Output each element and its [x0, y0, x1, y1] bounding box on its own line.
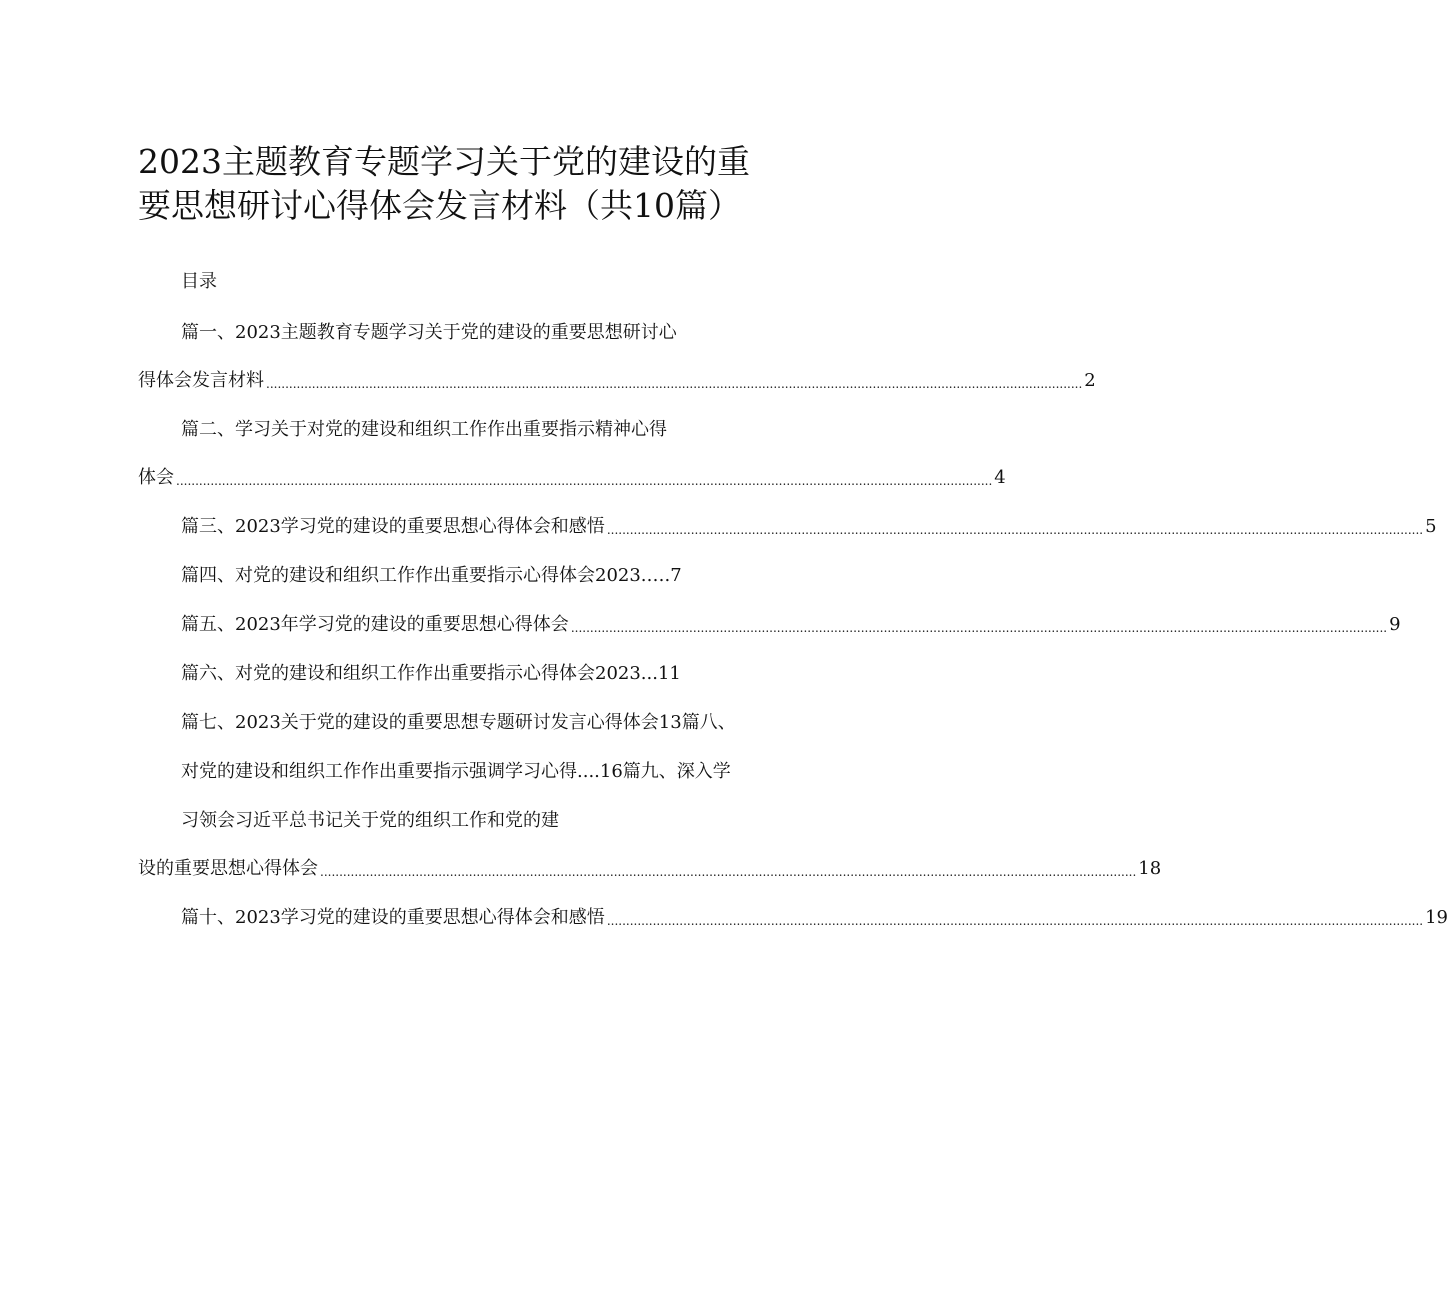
toc-entry-5[interactable] — [181, 613, 1401, 637]
toc-entry-10-text: 篇十、2023学习党的建设的重要思想心得体会和感悟 — [181, 907, 605, 928]
toc-entry-9-page: 18 — [1138, 858, 1162, 879]
toc-entry-9-line-1[interactable]: 习领会习近平总书记关于党的组织工作和党的建 — [181, 810, 559, 831]
title-line-1: 2023主题教育专题学习关于党的建设的重 — [138, 142, 750, 181]
toc-entry-1-text: 得体会发言材料 — [138, 370, 264, 391]
toc-heading: 目录 — [181, 271, 217, 292]
title-line-2: 要思想研讨心得体会发言材料（共10篇） — [138, 186, 741, 225]
toc-entry-1-line-1[interactable]: 篇一、2023主题教育专题学习关于党的建设的重要思想研讨心 — [181, 322, 677, 343]
toc-entry-3-page: 5 — [1425, 516, 1437, 537]
dot-leader: ...................................................................................................................................................................................................................... — [320, 865, 1137, 879]
toc-entry-9-text: 设的重要思想心得体会 — [138, 858, 318, 879]
toc-entry-10-page: 19 — [1425, 907, 1448, 928]
toc-entry-3[interactable] — [181, 515, 1437, 539]
toc-entry-8[interactable]: 对党的建设和组织工作作出重要指示强调学习心得....16篇九、深入学 — [181, 761, 731, 782]
toc-entry-1-page: 2 — [1084, 370, 1096, 391]
toc-entry-4[interactable]: 篇四、对党的建设和组织工作作出重要指示心得体会2023.….7 — [181, 565, 682, 586]
dot-leader: ...................................................................................................................................................................................................................... — [606, 914, 1424, 928]
toc-entry-10[interactable] — [181, 906, 1448, 930]
toc-entry-1-line-2[interactable] — [138, 369, 1096, 393]
dot-leader: ...................................................................................................................................................................................................................... — [570, 621, 1388, 635]
toc-entry-2-page: 4 — [994, 467, 1006, 488]
toc-entry-2-line-2[interactable] — [138, 466, 1006, 490]
toc-entry-2-text: 体会 — [138, 467, 174, 488]
toc-entry-7[interactable]: 篇七、2023关于党的建设的重要思想专题研讨发言心得体会13篇八、 — [181, 712, 736, 733]
toc-entry-5-text: 篇五、2023年学习党的建设的重要思想心得体会 — [181, 614, 569, 635]
dot-leader: ...................................................................................................................................................................................................................... — [606, 523, 1424, 537]
dot-leader: ...................................................................................................................................................................................................................... — [176, 474, 993, 488]
toc-entry-5-page: 9 — [1389, 614, 1401, 635]
toc-entry-3-text: 篇三、2023学习党的建设的重要思想心得体会和感悟 — [181, 516, 605, 537]
dot-leader: ...................................................................................................................................................................................................................... — [266, 377, 1083, 391]
toc-entry-2-line-1[interactable]: 篇二、学习关于对党的建设和组织工作作出重要指示精神心得 — [181, 419, 667, 440]
toc-entry-9-line-2[interactable] — [138, 857, 1162, 881]
toc-entry-6[interactable]: 篇六、对党的建设和组织工作作出重要指示心得体会2023...11 — [181, 663, 681, 684]
